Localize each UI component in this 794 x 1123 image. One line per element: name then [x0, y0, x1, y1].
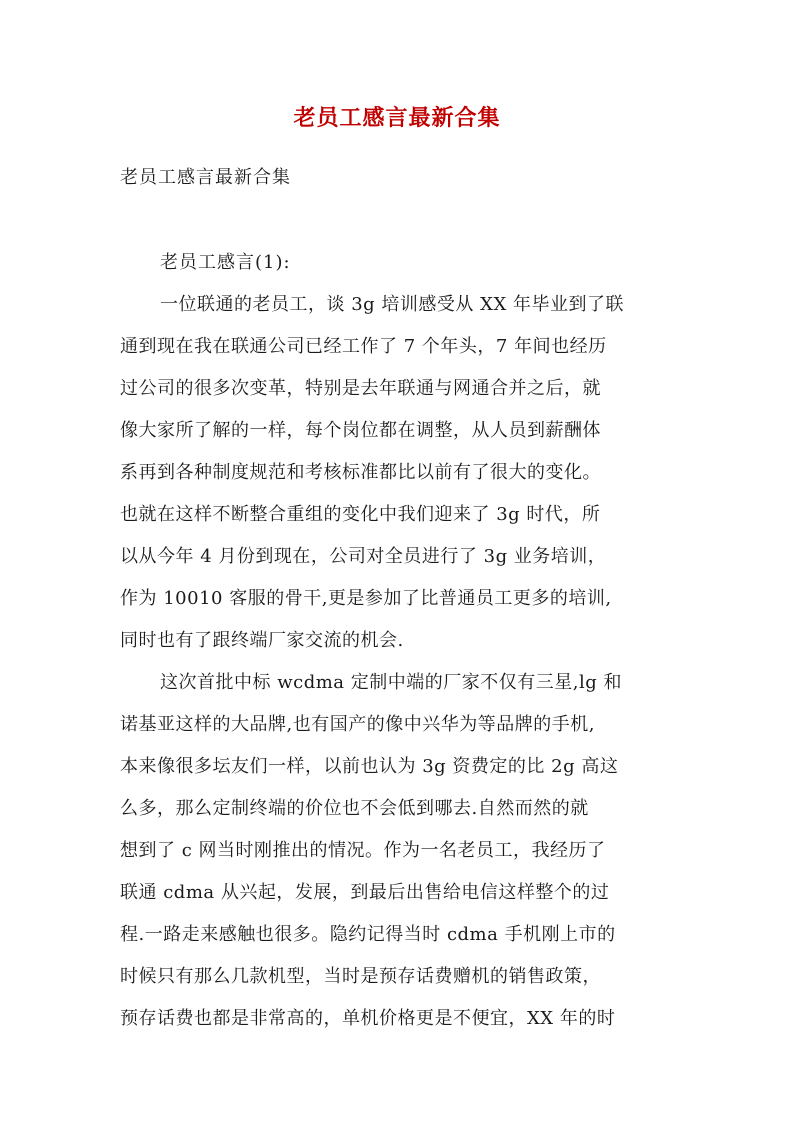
paragraph-line: 同时也有了跟终端厂家交流的机会. — [120, 630, 404, 651]
paragraph-line: 联通 cdma 从兴起，发展，到最后出售给电信这样整个的过 — [120, 882, 610, 903]
paragraph-line: 这次首批中标 wcdma 定制中端的厂家不仅有三星,lg 和 — [160, 672, 622, 693]
paragraph-line: 时候只有那么几款机型，当时是预存话费赠机的销售政策， — [120, 966, 601, 987]
paragraph-line: 作为 10010 客服的骨干,更是参加了比普通员工更多的培训, — [120, 588, 612, 609]
paragraph-line: 诺基亚这样的大品牌,也有国产的像中兴华为等品牌的手机, — [120, 714, 595, 735]
paragraph-line: 预存话费也都是非常高的，单机价格更是不便宜，XX 年的时 — [120, 1008, 616, 1029]
paragraph-line: 想到了 c 网当时刚推出的情况。作为一名老员工，我经历了 — [120, 840, 606, 861]
paragraph-line: 过公司的很多次变革，特别是去年联通与网通合并之后，就 — [120, 378, 601, 399]
paragraph-line: 系再到各种制度规范和考核标准都比以前有了很大的变化。 — [120, 462, 601, 483]
paragraph-line: 本来像很多坛友们一样，以前也认为 3g 资费定的比 2g 高这 — [120, 756, 619, 777]
paragraph-line: 一位联通的老员工，谈 3g 培训感受从 XX 年毕业到了联 — [160, 294, 624, 315]
document-title: 老员工感言最新合集 — [293, 105, 501, 131]
paragraph-line: 通到现在我在联通公司已经工作了 7 个年头，7 年间也经历 — [120, 336, 607, 357]
paragraph-line: 也就在这样不断整合重组的变化中我们迎来了 3g 时代，所 — [120, 504, 601, 525]
paragraph-line: 以从今年 4 月份到现在，公司对全员进行了 3g 业务培训， — [120, 546, 607, 567]
paragraph-line: 程.一路走来感触也很多。隐约记得当时 cdma 手机刚上市的 — [120, 924, 616, 945]
document-subtitle: 老员工感言最新合集 — [120, 167, 291, 188]
paragraph-line: 像大家所了解的一样，每个岗位都在调整，从人员到薪酬体 — [120, 420, 601, 441]
section-heading: 老员工感言(1): — [160, 252, 291, 273]
paragraph-line: 么多，那么定制终端的价位也不会低到哪去.自然而然的就 — [120, 798, 589, 819]
